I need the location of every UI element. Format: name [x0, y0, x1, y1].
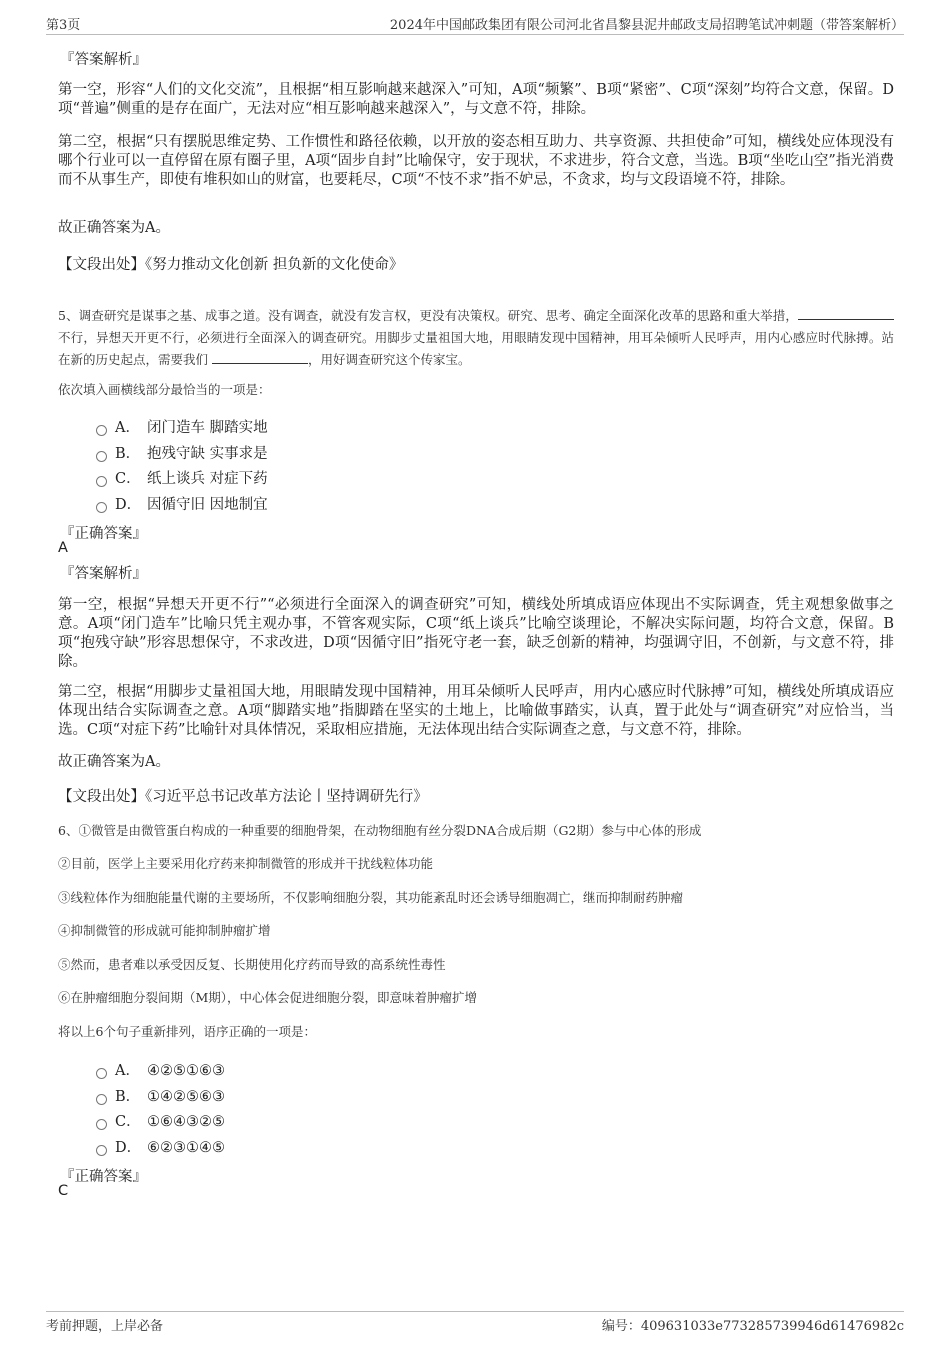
radio-icon[interactable]: [96, 1145, 107, 1156]
q6-sentence-6: ⑥在肿瘤细胞分裂间期（M期），中心体会促进细胞分裂，即意味着肿瘤扩增: [58, 990, 478, 1005]
q5-prompt: 依次填入画横线部分最恰当的一项是：: [58, 382, 271, 397]
option-text: 闭门造车 脚踏实地: [147, 420, 268, 436]
page-header: [46, 14, 904, 35]
radio-icon[interactable]: [96, 476, 107, 487]
option-letter: C．: [115, 1114, 141, 1130]
q5-explanation-para1: 第一空，根据“异想天开更不行”“必须进行全面深入的调查研究”可知，横线处所填成语应体现出不实际调查，凭主观想象做事之意。A项“闭门造车”比喻只凭主观办事，不管客观实际，C项“纸上谈兵”比喻空谈理论，不解决实际问题，均符合文意，保留。B项“抱残守缺”形容思想保守，不求改进，D项“因循守旧”指死守老一套，缺乏创新的精神，均强调守旧，不创新，与文意不符，排除。: [58, 597, 894, 670]
q6-sentence-1: 6、①微管是由微管蛋白构成的一种重要的细胞骨架，在动物细胞有丝分裂DNA合成后期（G2期）参与中心体的形成: [58, 823, 702, 838]
q5-option-d[interactable]: [96, 493, 268, 513]
q5-source: 【文段出处】《习近平总书记改革方法论丨坚持调研先行》: [58, 789, 428, 805]
q6-answer-tag: 『正确答案』: [60, 1169, 147, 1185]
option-letter: C．: [115, 471, 141, 487]
option-letter: D．: [115, 1140, 142, 1156]
q5-conclusion: 故正确答案为A。: [58, 754, 170, 770]
option-letter: A．: [115, 1063, 140, 1079]
q4-source: 【文段出处】《努力推动文化创新 担负新的文化使命》: [58, 257, 404, 273]
q4-explanation-para2: 第二空，根据“只有摆脱思维定势、工作惯性和路径依赖，以开放的姿态相互助力、共享资源、共担使命”可知，横线处应体现没有哪个行业可以一直停留在原有圈子里，A项“固步自封”比喻保守，安于现状，不求进步，符合文意，当选。B项“坐吃山空”指光消费而不从事生产，即使有堆积如山的财富，也要耗尽，C项“不忮不求”指不妒忌，不贪求，均与文段语境不符，排除。: [58, 134, 894, 188]
radio-icon[interactable]: [96, 1119, 107, 1130]
q5-stem-part-a: 5、调查研究是谋事之基、成事之道。没有调查，就没有发言权，更没有决策权。研究、思考、确定全面深化改革的思路和重大举措，: [58, 308, 798, 323]
q5-option-a[interactable]: [96, 416, 268, 436]
option-text: 抱残守缺 实事求是: [147, 446, 268, 462]
document-title: 2024年中国邮政集团有限公司河北省昌黎县泥井邮政支局招聘笔试冲刺题（带答案解析）: [389, 18, 904, 33]
option-letter: A．: [115, 420, 140, 436]
option-letter: D．: [115, 497, 142, 513]
option-letter: B．: [115, 446, 141, 462]
radio-icon[interactable]: [96, 425, 107, 436]
page-number: 第3页: [46, 18, 81, 33]
q6-option-b[interactable]: [96, 1085, 225, 1105]
q5-answer: A: [58, 540, 68, 556]
q5-blank-1: [798, 307, 894, 320]
q6-option-c[interactable]: [96, 1110, 225, 1130]
radio-icon[interactable]: [96, 1094, 107, 1105]
q5-stem-part-c: 用内心感应时代脉搏。站在新的历史起点，需要我们: [58, 330, 894, 367]
q4-explanation-tag: 『答案解析』: [60, 52, 147, 68]
page-footer: [46, 1311, 904, 1335]
radio-icon[interactable]: [96, 502, 107, 513]
document-id: 编号：409631033e773285739946d61476982c: [601, 1319, 904, 1334]
q6-answer: C: [58, 1183, 69, 1199]
q6-option-d[interactable]: [96, 1136, 225, 1156]
option-text: 因循守旧 因地制宜: [147, 497, 268, 513]
q6-sentence-3: ③线粒体作为细胞能量代谢的主要场所，不仅影响细胞分裂，其功能紊乱时还会诱导细胞凋亡，继而抑制耐药肿瘤: [58, 890, 684, 905]
q5-option-c[interactable]: [96, 467, 268, 487]
option-text: ①⑥④③②⑤: [147, 1114, 225, 1130]
radio-icon[interactable]: [96, 451, 107, 462]
q5-answer-tag: 『正确答案』: [60, 526, 147, 542]
q6-option-a[interactable]: [96, 1059, 225, 1079]
option-text: 纸上谈兵 对症下药: [147, 471, 268, 487]
q6-sentence-4: ④抑制微管的形成就可能抑制肿瘤扩增: [58, 923, 271, 938]
q4-conclusion: 故正确答案为A。: [58, 220, 170, 236]
q5-stem: [58, 305, 894, 371]
option-letter: B．: [115, 1089, 141, 1105]
q5-stem-part-d: ，用好调查研究这个传家宝。: [308, 352, 471, 367]
option-text: ①④②⑤⑥③: [147, 1089, 225, 1105]
option-text: ④②⑤①⑥③: [147, 1063, 225, 1079]
q5-explanation-tag: 『答案解析』: [60, 566, 147, 582]
q6-sentence-5: ⑤然而，患者难以承受因反复、长期使用化疗药而导致的高系统性毒性: [58, 957, 446, 972]
footer-slogan: 考前押题，上岸必备: [46, 1319, 164, 1334]
option-text: ⑥②③①④⑤: [147, 1140, 225, 1156]
q5-stem-part-b: 不行，异想天开更不行，必须进行全面深入的调查研究。用脚步丈量祖国大地，用眼睛发现中国精神，用耳朵倾听人民呼声，: [58, 330, 755, 345]
q6-prompt: 将以上6个句子重新排列，语序正确的一项是：: [58, 1024, 316, 1039]
q5-explanation-para2: 第二空，根据“用脚步丈量祖国大地，用眼睛发现中国精神，用耳朵倾听人民呼声，用内心感应时代脉搏”可知，横线处所填成语应体现出结合实际调查之意。A项“脚踏实地”指脚踏在坚实的土地上，比喻做事踏实，认真，置于此处与“调查研究”对应恰当，当选。C项“对症下药”比喻针对具体情况，采取相应措施，无法体现出结合实际调查之意，与文意不符，排除。: [58, 684, 894, 738]
q6-sentence-2: ②目前，医学上主要采用化疗药来抑制微管的形成并干扰线粒体功能: [58, 856, 434, 871]
q5-option-b[interactable]: [96, 442, 268, 462]
radio-icon[interactable]: [96, 1068, 107, 1079]
q5-blank-2: [212, 351, 308, 364]
q4-explanation-para1: 第一空，形容“人们的文化交流”，且根据“相互影响越来越深入”可知，A项“频繁”、B项“紧密”、C项“深刻”均符合文意，保留。D项“普遍”侧重的是存在面广，无法对应“相互影响越来越深入”，与文意不符，排除。: [58, 82, 894, 117]
